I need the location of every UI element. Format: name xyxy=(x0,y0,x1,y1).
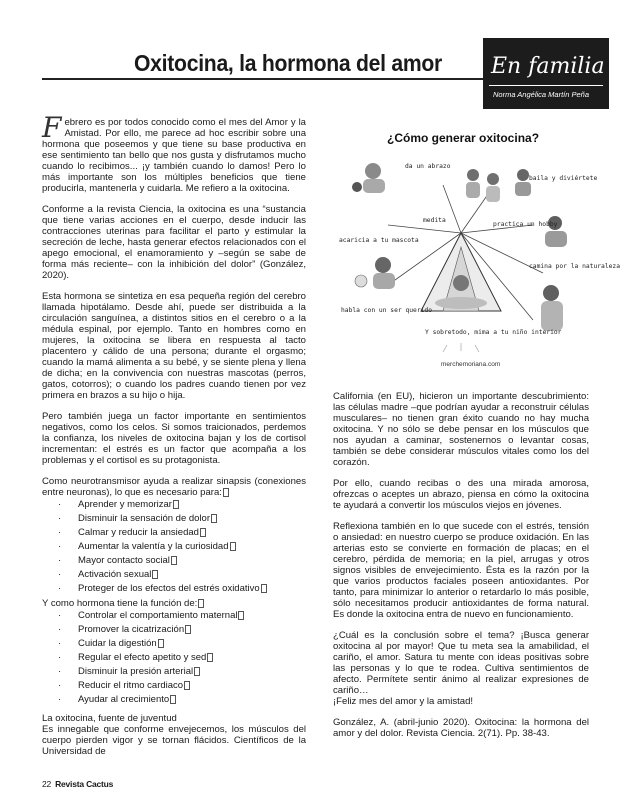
neurotransmitter-list xyxy=(42,498,306,596)
infographic xyxy=(333,125,620,380)
box-glyph xyxy=(184,681,190,690)
box-glyph xyxy=(170,695,176,704)
bullet-icon: · xyxy=(58,652,62,663)
box-glyph xyxy=(198,599,204,608)
box-glyph xyxy=(200,528,206,537)
box-glyph xyxy=(185,625,191,634)
list-item xyxy=(42,679,306,693)
bullet-icon: · xyxy=(58,624,62,635)
paragraph-intro xyxy=(42,111,306,194)
infographic-title: ¿Cómo generar oxitocina? xyxy=(387,131,540,145)
reference: González, A. (abril-junio 2020). Oxitocina: la hormona del amor y del dolor. Revista Ciencia. 2(71). Pp. 38-43. xyxy=(333,717,589,739)
paragraph-negative-feelings: Pero también juega un factor importante en sentimientos negativos, como los celos. Si somos traicionados, perdemos la confianza, los niveles de oxitocina bajan y los de cortisol incrementan: el estrés es un factor que acompaña a los problemas y el cortisol es su protagonista. xyxy=(42,411,306,466)
list-item xyxy=(42,665,306,679)
box-glyph xyxy=(194,667,200,676)
bullet-icon: · xyxy=(58,513,62,524)
activity-nature: camina por la naturaleza xyxy=(529,263,620,270)
title-rule xyxy=(42,78,487,80)
box-glyph xyxy=(261,584,267,593)
list-item-text: Cuidar la digestión xyxy=(78,638,157,649)
list-item-text: Mayor contacto social xyxy=(78,555,170,566)
list-item-text: Controlar el comportamiento maternal xyxy=(78,610,238,621)
box-glyph xyxy=(158,639,164,648)
paragraph-definition: Conforme a la revista Ciencia, la oxitocina es una “sustancia que tiene varias acciones en el cuerpo, desde inducir las contracciones uterinas para facilitar el parto y estimular la secreción de leche, hasta generar efectos relacionados con el apego emocional, el enamoramiento y –según se sabe de forma más reciente– con la inhibición del dolor” (González, 2020). xyxy=(42,204,306,281)
list-item xyxy=(42,540,306,554)
infographic-illustration xyxy=(333,125,589,380)
activity-talk: habla con un ser querido xyxy=(341,307,432,314)
bullet-icon: · xyxy=(58,638,62,649)
box-glyph xyxy=(171,556,177,565)
activity-dance: baila y diviértete xyxy=(529,175,598,182)
left-column xyxy=(42,111,306,767)
list-item xyxy=(42,554,306,568)
bullet-icon: · xyxy=(58,569,62,580)
list-item-text: Regular el efecto apetito y sed xyxy=(78,652,207,663)
list-item-text: Aprender y memorizar xyxy=(78,499,172,510)
list-item-text: Promover la cicatrización xyxy=(78,624,185,635)
publication-name: Revista Cactus xyxy=(55,779,114,789)
paragraph-youth: Es innegable que conforme envejecemos, los músculos del cuerpo pierden vigor y se tornan flácidos. Científicos de la Universidad de xyxy=(42,724,306,757)
bullet-icon: · xyxy=(58,527,62,538)
list-item xyxy=(42,637,306,651)
list1-intro: Como neurotransmisor ayuda a realizar sinapsis (conexiones entre neuronas), lo que es necesario para: xyxy=(42,476,306,498)
activity-hug: da un abrazo xyxy=(405,163,451,170)
hormone-list xyxy=(42,609,306,707)
list-item-text: Ayudar al crecimiento xyxy=(78,694,170,705)
paragraph-conclusion: ¿Cuál es la conclusión sobre el tema? ¡Busca generar oxitocina al por mayor! Que tu meta sea la amabilidad, el cariño, el amor. Satura tu mente con ideas positivas sobre las personas y lo que te rodea. Cultiva sentimientos de afecto. Permítete sentir ánimo al realizar expresiones de cariño… xyxy=(333,630,589,696)
activity-meditate: medita xyxy=(423,217,446,224)
list-item xyxy=(42,568,306,582)
list2-intro: Y como hormona tiene la función de: xyxy=(42,598,198,609)
activity-hobby: practica un hobby xyxy=(493,221,558,228)
section-name: En familia xyxy=(491,54,605,79)
bullet-icon: · xyxy=(58,541,62,552)
list-item xyxy=(42,512,306,526)
bullet-icon: · xyxy=(58,680,62,691)
list-item xyxy=(42,693,306,707)
list-item-text: Reducir el ritmo cardiaco xyxy=(78,680,184,691)
bullet-icon: · xyxy=(58,583,62,594)
paragraph-hypothalamus: Esta hormona se sintetiza en esa pequeña región del cerebro llamada hipotálamo. Desde ahí, puede ser distribuida a la circulación sanguínea, a distintos sitios en el cerebro o a la médula espinal, por ejemplo. Tanto en hombres como en mujeres, la oxitocina se libera en respuesta al tacto placentero y cálido de una persona; durante el orgasmo; cuando la mamá alimenta a su bebé, y se siente plena y llena de dicha; en la convivencia con nuestras mascotas (perros, gatos, cotorros); o cuando los padres cuando tienen por vez primera en brazos a su hijo o hija. xyxy=(42,291,306,401)
list-item-text: Disminuir la presión arterial xyxy=(78,666,194,677)
right-column xyxy=(333,391,589,749)
list-item xyxy=(42,623,306,637)
section-banner xyxy=(483,38,609,109)
box-glyph xyxy=(238,611,244,620)
bullet-icon: · xyxy=(58,610,62,621)
subheading: La oxitocina, fuente de juventud xyxy=(42,713,177,724)
box-glyph xyxy=(211,514,217,523)
bullet-icon: · xyxy=(58,694,62,705)
author-name: Norma Angélica Martín Peña xyxy=(493,90,590,99)
list-item-text: Disminuir la sensación de dolor xyxy=(78,513,211,524)
closing-line: ¡Feliz mes del amor y la amistad! xyxy=(333,696,474,707)
list-item xyxy=(42,651,306,665)
list-item-text: Activación sexual xyxy=(78,569,152,580)
list-item-text: Calmar y reducir la ansiedad xyxy=(78,527,199,538)
page-footer xyxy=(42,779,113,789)
box-glyph xyxy=(207,653,213,662)
bullet-icon: · xyxy=(58,499,62,510)
box-glyph xyxy=(152,570,158,579)
activity-pet: acaricia a tu mascota xyxy=(339,237,419,244)
list-item-text: Aumentar la valentía y la curiosidad xyxy=(78,541,229,552)
activity-inner-child: Y sobretodo, mima a tu niño interior xyxy=(425,329,562,336)
section-rule xyxy=(489,85,603,86)
list-item-text: Proteger de los efectos del estrés oxidativo xyxy=(78,583,260,594)
drop-cap: F xyxy=(42,111,62,144)
paragraph-oxidation: Reflexiona también en lo que sucede con el estrés, tensión o ansiedad: en nuestro cuerpo se produce oxidación. En las arterias esto se convierte en formación de placas; en el cerebro, pérdida de memoria; en la piel, arrugas y otros signos visibles de envejecimiento. Ésta es la razón por la que varios productos faciales poseen antioxidantes. Por tanto, para minimizar lo anterior o retardarlo lo más posible, sólo necesitamos producir antioxidantes de forma natural. Es donde la oxitocina entra de nuevo en funcionamiento. xyxy=(333,521,589,620)
list-item xyxy=(42,609,306,623)
box-glyph xyxy=(223,488,229,497)
bullet-icon: · xyxy=(58,666,62,677)
page-number: 22 xyxy=(42,779,52,789)
list-item xyxy=(42,526,306,540)
article-title: Oxitocina, la hormona del amor xyxy=(134,50,443,76)
list-item xyxy=(42,498,306,512)
infographic-credit: merchemoriana.com xyxy=(441,361,501,368)
list-item xyxy=(42,582,306,596)
paragraph-stem-cells: California (en EU), hicieron un importante descubrimiento: las células madre –que podrían ayudar a reconstruir células musculares– no tienen gran éxito cuando no hay mucha oxitocina. Y no sólo se debe pensar en los músculos que nos ayudan a caminar, sostenernos o levantar cosas, también se debe considerar músculos vitales como los del corazón. xyxy=(333,391,589,468)
paragraph-intro-text: ebrero es por todos conocido como el mes del Amor y la Amistad. Por ello, me parece ad hoc escribir sobre una hormona que poseemos y que tiene su base productiva en ese sentimiento tan bello que nos gusta y disfrutamos mucho cuando lo recibimos... ¡y también cuando lo damos! Pero lo más importante son los múltiples beneficios que tiene producirla, mantenerla y cuidarla. Me refiero a la oxitocina. xyxy=(42,117,306,194)
bullet-icon: · xyxy=(58,555,62,566)
box-glyph xyxy=(173,500,179,509)
paragraph-hug: Por ello, cuando recibas o des una mirada amorosa, ofrezcas o aceptes un abrazo, piensa en cómo la oxitocina te ayudará a convertir los músculos viejos en jóvenes. xyxy=(333,478,589,511)
box-glyph xyxy=(230,542,236,551)
